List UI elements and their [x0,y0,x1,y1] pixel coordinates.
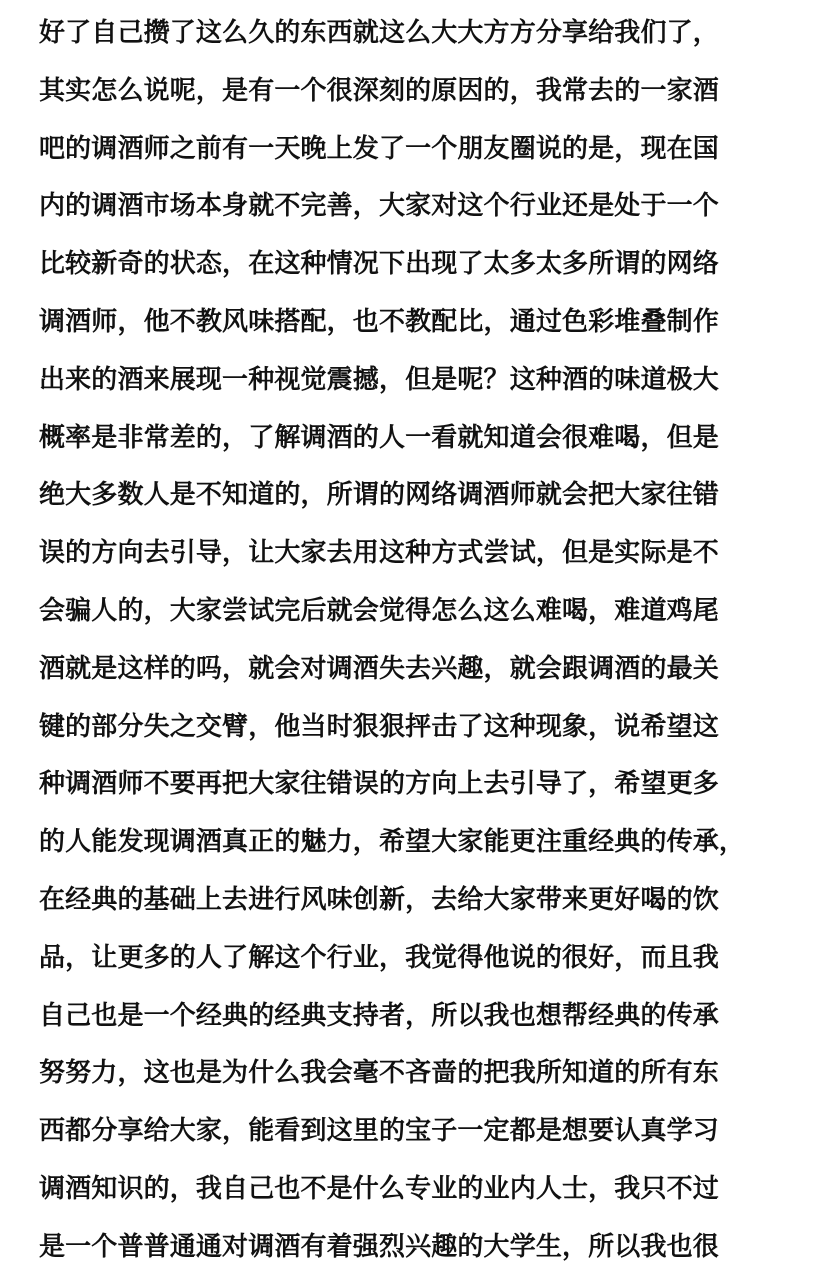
text-line-22: 是一个普普通通对调酒有着强烈兴趣的大学生，所以我也很 [39,1231,719,1262]
text-line-5: 比较新奇的状态，在这种情况下出现了太多太多所谓的网络 [39,249,719,280]
text-line-15: 的人能发现调酒真正的魅力，希望大家能更注重经典的传承， [39,827,746,858]
text-line-21: 调酒知识的，我自己也不是什么专业的业内人士，我只不过 [39,1173,719,1204]
text-line-1: 好了自己攒了这么久的东西就这么大大方方分享给我们了， [39,18,719,48]
text-line-13: 键的部分失之交臂，他当时狠狠抨击了这种现象，说希望这 [39,711,719,742]
text-line-16: 在经典的基础上去进行风味创新，去给大家带来更好喝的饮 [39,884,719,915]
text-line-17: 品，让更多的人了解这个行业，我觉得他说的很好，而且我 [39,942,719,973]
text-line-8: 概率是非常差的，了解调酒的人一看就知道会很难喝，但是 [39,422,719,453]
text-line-4: 内的调酒市场本身就不完善，大家对这个行业还是处于一个 [39,191,719,222]
text-line-19: 努努力，这也是为什么我会毫不吝啬的把我所知道的所有东 [39,1058,719,1089]
text-line-2: 其实怎么说呢，是有一个很深刻的原因的，我常去的一家酒 [39,75,719,106]
text-line-12: 酒就是这样的吗，就会对调酒失去兴趣，就会跟调酒的最关 [39,653,719,684]
text-line-9: 绝大多数人是不知道的，所谓的网络调酒师就会把大家往错 [39,480,719,511]
text-line-11: 会骗人的，大家尝试完后就会觉得怎么这么难喝，难道鸡尾 [39,595,719,626]
text-line-18: 自己也是一个经典的经典支持者，所以我也想帮经典的传承 [39,1000,719,1031]
text-line-6: 调酒师，他不教风味搭配，也不教配比，通过色彩堆叠制作 [39,306,719,337]
text-line-7: 出来的酒来展现一种视觉震撼，但是呢？这种酒的味道极大 [39,364,719,395]
text-line-14: 种调酒师不要再把大家往错误的方向上去引导了，希望更多 [39,769,719,800]
text-line-3: 吧的调酒师之前有一天晚上发了一个朋友圈说的是，现在国 [39,133,719,164]
text-line-20: 西都分享给大家，能看到这里的宝子一定都是想要认真学习 [39,1116,719,1147]
text-line-10: 误的方向去引导，让大家去用这种方式尝试，但是实际是不 [39,538,719,569]
body-paragraph [39,5,829,1277]
